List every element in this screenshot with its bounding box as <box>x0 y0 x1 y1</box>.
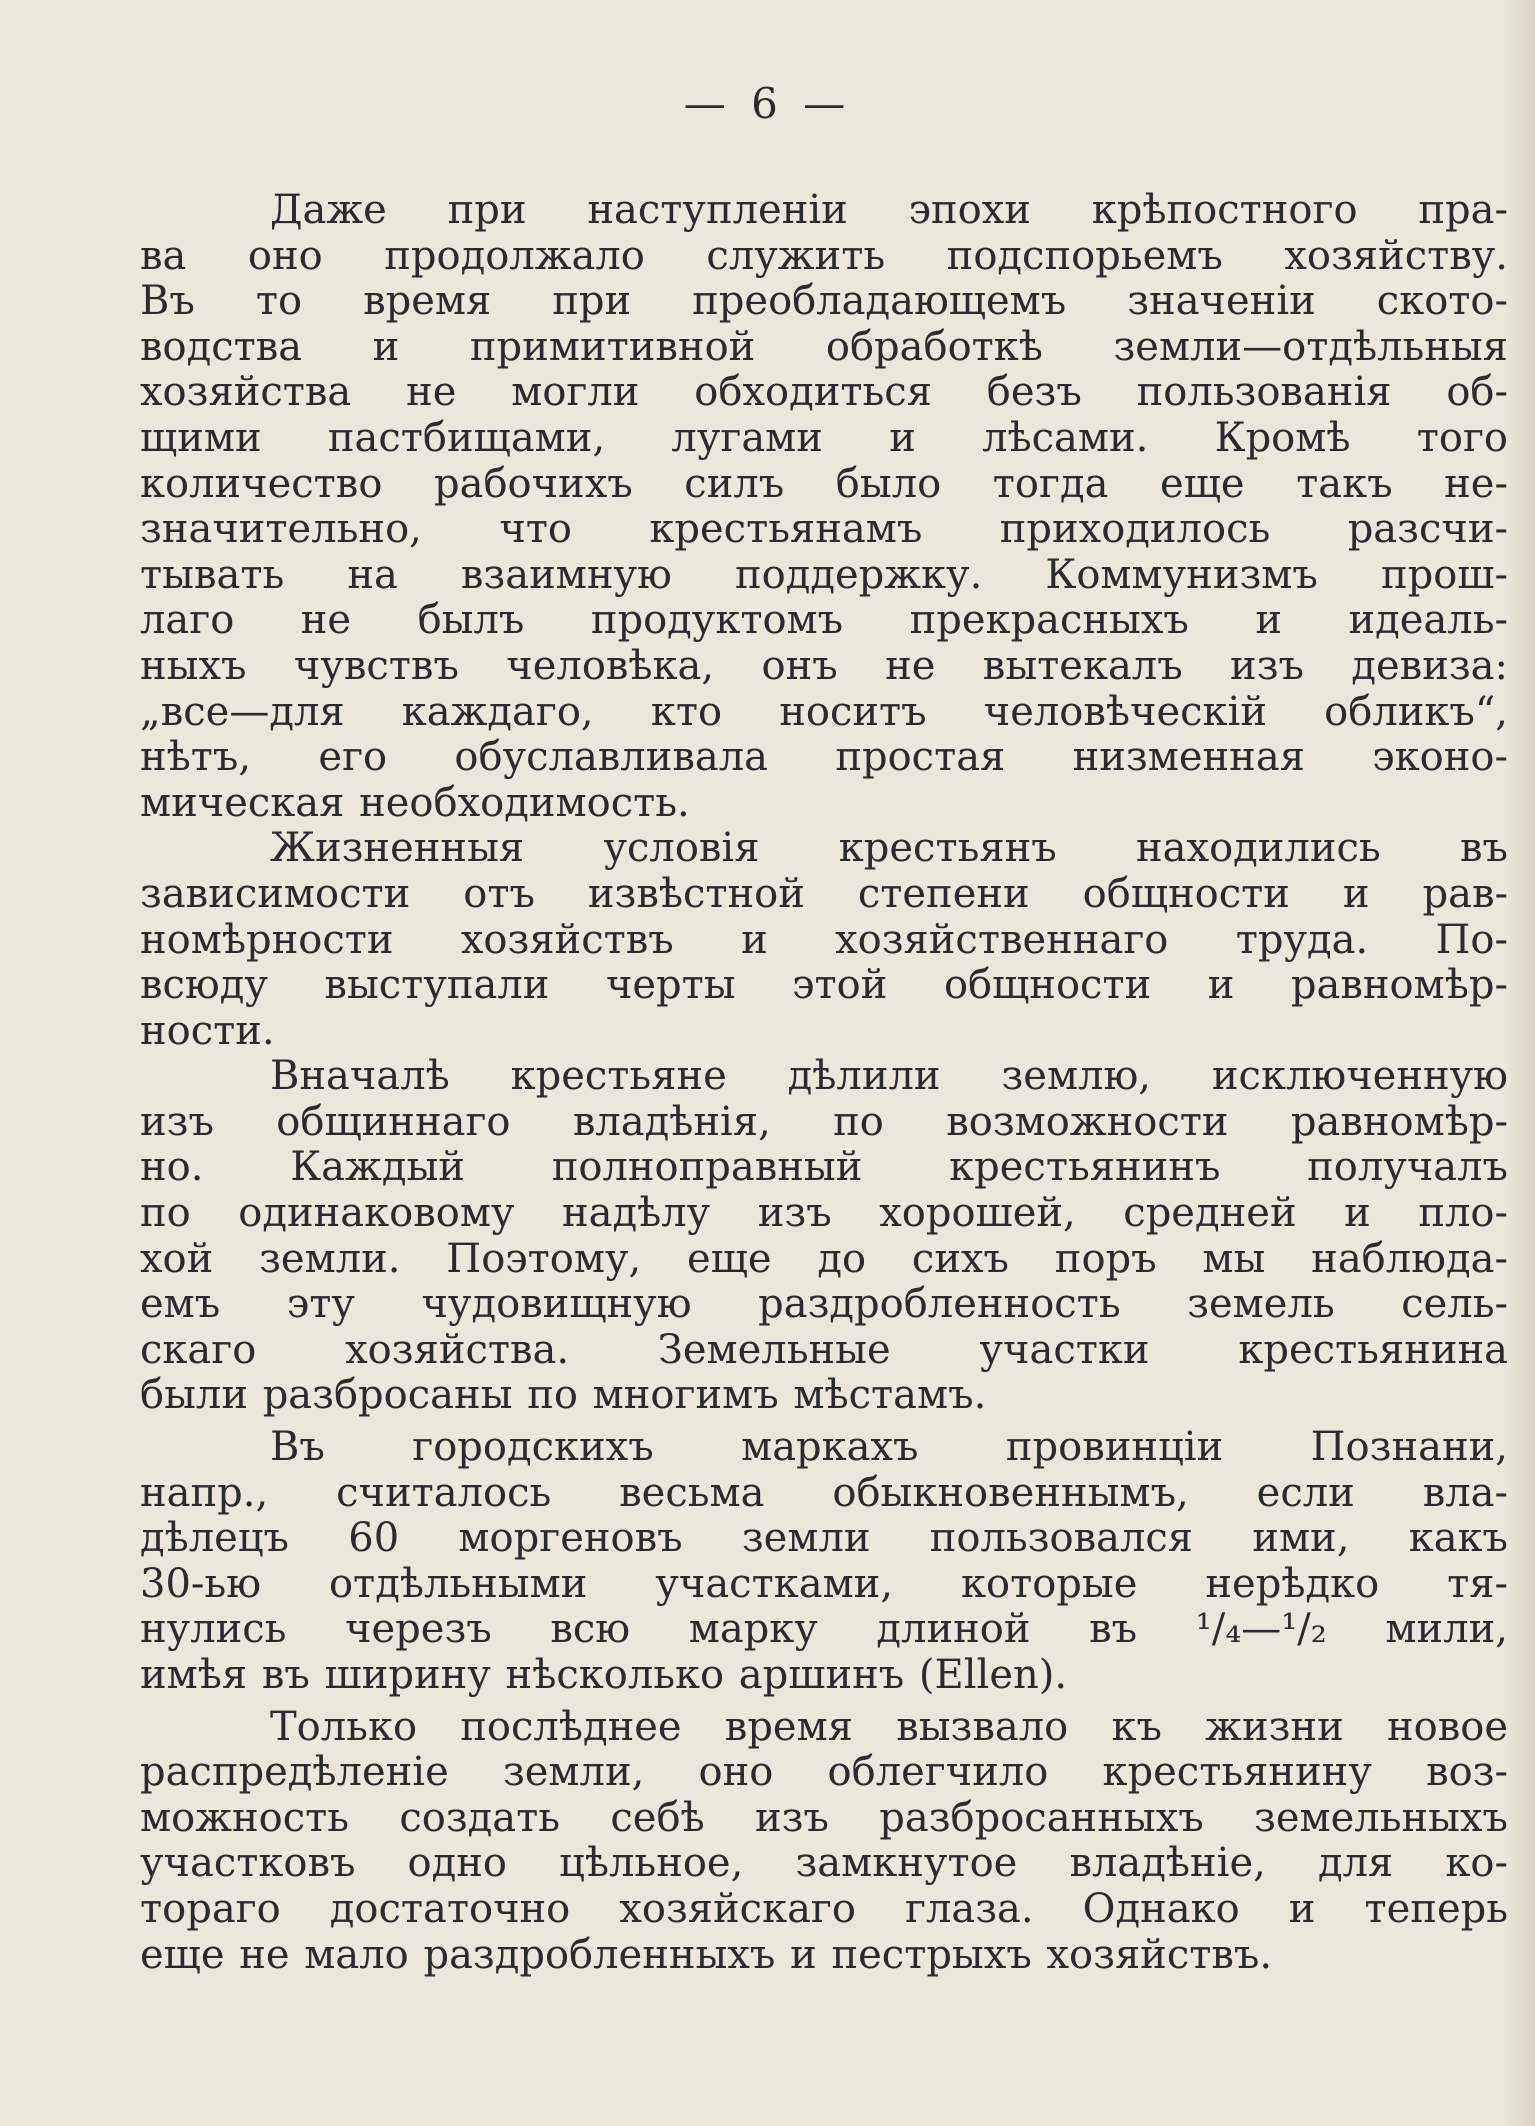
page-edge <box>1505 0 1535 2126</box>
body-text <box>140 188 1508 1978</box>
text-line: нѣтъ, его обуславливала простая низменная эконо- <box>140 734 1508 781</box>
text-line: водства и примитивной обработкѣ земли—отдѣльныя <box>140 323 1508 370</box>
text-line: можность создать себѣ изъ разбросанныхъ земельныхъ <box>140 1794 1508 1841</box>
text-line: тораго достаточно хозяйскаго глаза. Однако и теперь <box>140 1885 1508 1932</box>
text-line: хозяйства не могли обходиться безъ пользованія об- <box>140 369 1508 416</box>
text-line: Въ то время при преобладающемъ значеніи ското- <box>140 278 1508 325</box>
text-line: ныхъ чувствъ человѣка, онъ не вытекалъ изъ девиза: <box>140 642 1508 689</box>
text-line: Жизненныя условія крестьянъ находились въ <box>270 825 1508 872</box>
text-line: „все—для каждаго, кто носитъ человѣческій обликъ“, <box>140 688 1508 735</box>
text-line: нулись черезъ всю марку длиной въ ¹/₄—¹/₂ мили, <box>140 1606 1508 1653</box>
text-line: Вначалѣ крестьяне дѣлили землю, исключенную <box>270 1053 1508 1100</box>
text-line: имѣя въ ширину нѣсколько аршинъ (Ellen). <box>140 1652 1068 1698</box>
text-line: мическая необходимость. <box>140 779 690 826</box>
text-line: скаго хозяйства. Земельные участки крестьянина <box>140 1326 1508 1373</box>
text-line: ности. <box>140 1007 275 1054</box>
text-line: 30-ью отдѣльными участками, которые нерѣдко тя- <box>140 1560 1508 1607</box>
text-line: тывать на взаимную поддержку. Коммунизмъ прош- <box>140 551 1508 598</box>
text-line: были разбросаны по многимъ мѣстамъ. <box>140 1372 987 1419</box>
text-line: Только послѣднее время вызвало къ жизни новое <box>270 1703 1508 1750</box>
text-line: изъ общиннаго владѣнія, по возможности равномѣр- <box>140 1098 1508 1145</box>
text-line: количество рабочихъ силъ было тогда еще такъ не- <box>140 460 1508 507</box>
text-line: ва оно продолжало служить подспорьемъ хозяйству. <box>140 232 1508 279</box>
text-line: емъ эту чудовищную раздробленность земель сель- <box>140 1281 1508 1328</box>
text-line: но. Каждый полноправный крестьянинъ получалъ <box>140 1144 1508 1191</box>
text-line: номѣрности хозяйствъ и хозяйственнаго труда. По- <box>140 916 1508 963</box>
text-line: напр., считалось весьма обыкновеннымъ, если вла- <box>140 1469 1508 1516</box>
text-line: значительно, что крестьянамъ приходилось разсчи- <box>140 506 1508 553</box>
text-line: всюду выступали черты этой общности и равномѣр- <box>140 962 1508 1009</box>
text-line: дѣлецъ 60 моргеновъ земли пользовался ими, какъ <box>140 1515 1508 1562</box>
text-line: лаго не былъ продуктомъ прекрасныхъ и идеаль- <box>140 597 1508 644</box>
text-line: хой земли. Поэтому, еще до сихъ поръ мы наблюда- <box>140 1235 1508 1282</box>
text-line: еще не мало раздробленныхъ и пестрыхъ хозяйствъ. <box>140 1931 1273 1978</box>
text-line: щими пастбищами, лугами и лѣсами. Кромѣ того <box>140 414 1508 461</box>
text-line: Даже при наступленіи эпохи крѣпостного пра- <box>270 187 1508 233</box>
page-number: — 6 — <box>683 79 852 128</box>
text-line: по одинаковому надѣлу изъ хорошей, средней и пло- <box>140 1190 1508 1237</box>
text-line: участковъ одно цѣльное, замкнутое владѣніе, для ко- <box>140 1840 1508 1887</box>
text-line: зависимости отъ извѣстной степени общности и рав- <box>140 870 1508 917</box>
text-line: Въ городскихъ маркахъ провинціи Познани, <box>270 1424 1508 1471</box>
text-line: распредѣленіе земли, оно облегчило крестьянину воз- <box>140 1749 1508 1796</box>
